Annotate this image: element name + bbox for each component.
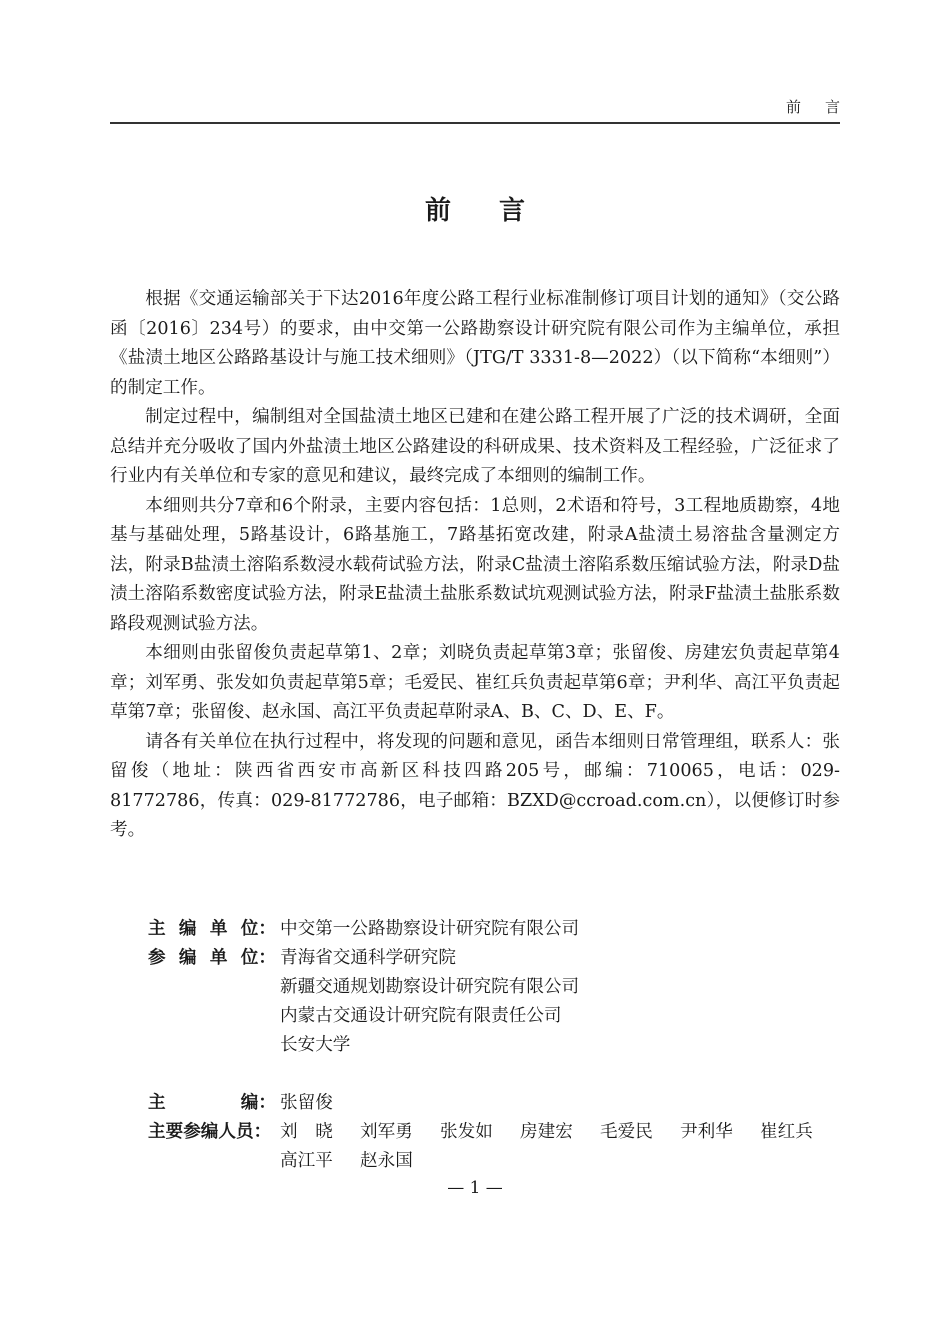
participant-name: 尹利华 <box>680 1122 733 1142</box>
credits-block <box>148 915 840 1176</box>
participant-name: 赵永国 <box>360 1151 413 1171</box>
paragraph-basis: 根据《交通运输部关于下达2016年度公路工程行业标准制修订项目计划的通知》（交公路函〔2016〕234号）的要求，由中交第一公路勘察设计研究院有限公司作为主编单位，承担《盐渍土地区公路路基设计与施工技术细则》（JTG/T 3331-8—2022）（以下简称“本细则”）的制定工作。 <box>110 289 840 398</box>
chief-editor-row <box>148 1089 840 1118</box>
chief-unit-row <box>148 915 840 944</box>
participating-unit-label: 参 编 单 位： <box>148 948 276 968</box>
paragraph-process: 制定过程中，编制组对全国盐渍土地区已建和在建公路工程开展了广泛的技术调研，全面总结并充分吸收了国内外盐渍土地区公路建设的科研成果、技术资料及工程经验，广泛征求了行业内有关单位和专家的意见和建议，最终完成了本细则的编制工作。 <box>110 407 840 486</box>
participant-name: 房建宏 <box>520 1122 573 1142</box>
participant-name: 刘 晓 <box>280 1122 333 1142</box>
participant-name: 张发如 <box>440 1122 493 1142</box>
chief-editor: 张留俊 <box>280 1093 333 1113</box>
paragraph-contact: 请各有关单位在执行过程中，将发现的问题和意见，函告本细则日常管理组，联系人：张留俊（地址：陕西省西安市高新区科技四路205号，邮编：710065，电话：029-81772786，传真：029-81772786，电子邮箱：BZXD@ccroad.com.cn），以便修订时参考。 <box>110 731 840 840</box>
main-participants-row <box>148 1118 840 1176</box>
participant-name: 崔红兵 <box>760 1122 813 1142</box>
main-participants-label: 主要参编人员： <box>148 1122 272 1142</box>
chief-unit: 中交第一公路勘察设计研究院有限公司 <box>280 919 580 939</box>
participating-unit: 内蒙古交通设计研究院有限责任公司 <box>280 1006 562 1026</box>
participants-list <box>280 1118 840 1176</box>
participant-name: 高江平 <box>280 1151 333 1171</box>
paragraph-drafters: 本细则由张留俊负责起草第1、2章；刘晓负责起草第3章；张留俊、房建宏负责起草第4章；刘军勇、张发如负责起草第5章；毛爱民、崔红兵负责起草第6章；尹利华、高江平负责起草第7章；张留俊、赵永国、高江平负责起草附录A、B、C、D、E、F。 <box>110 643 840 722</box>
chief-editor-label: 主 编： <box>148 1093 276 1113</box>
participating-units-row <box>148 944 840 1060</box>
preface-body <box>110 285 840 846</box>
paragraph-contents: 本细则共分7章和6个附录，主要内容包括：1总则，2术语和符号，3工程地质勘察，4地基与基础处理，5路基设计，6路基施工，7路基拓宽改建，附录A盐渍土易溶盐含量测定方法，附录B盐渍土溶陷系数浸水载荷试验方法，附录C盐渍土溶陷系数压缩试验方法，附录D盐渍土溶陷系数密度试验方法，附录E盐渍土盐胀系数试坑观测试验方法，附录F盐渍土盐胀系数路段观测试验方法。 <box>110 495 840 634</box>
participant-name: 毛爱民 <box>600 1122 653 1142</box>
running-header <box>110 96 864 124</box>
page-number: — 1 — <box>447 1178 503 1198</box>
running-header-title: 前言 <box>785 98 864 116</box>
participating-unit: 青海省交通科学研究院 <box>280 948 456 968</box>
participant-name: 刘军勇 <box>360 1122 413 1142</box>
page-title: 前言 <box>424 196 573 226</box>
participating-unit: 新疆交通规划勘察设计研究院有限公司 <box>280 977 580 997</box>
participating-unit: 长安大学 <box>280 1035 351 1055</box>
chief-unit-label: 主 编 单 位： <box>148 919 276 939</box>
